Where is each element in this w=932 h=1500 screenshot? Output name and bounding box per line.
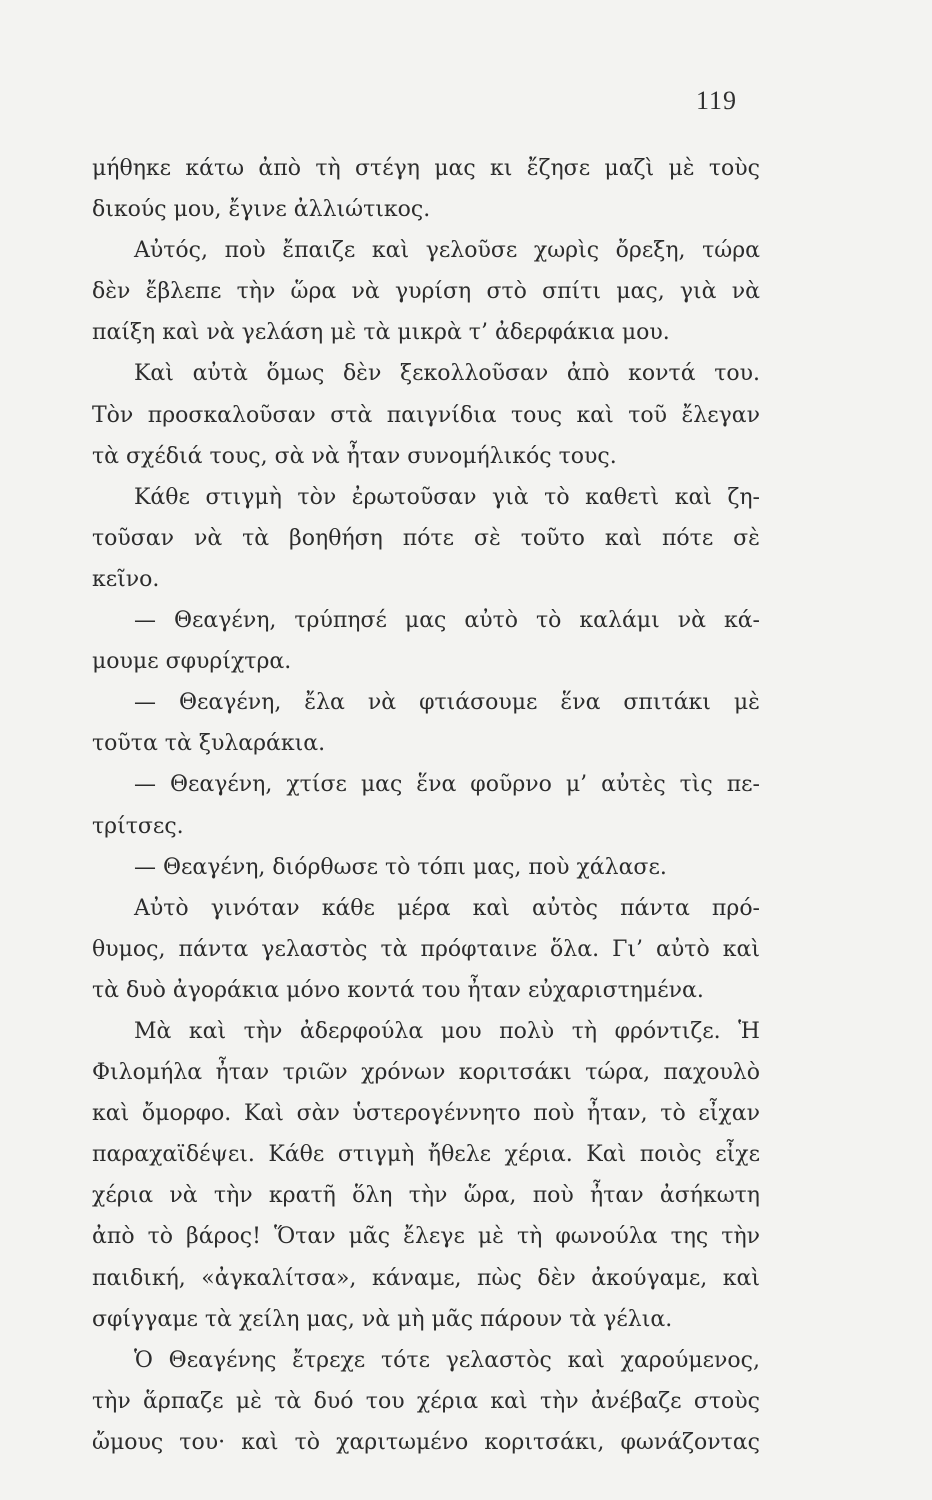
page-number: 119	[696, 86, 738, 115]
text-line: τὴν ἅρπαζε μὲ τὰ δυό του χέρια καὶ τὴν ἀνέβαζε στοὺς	[92, 1388, 760, 1414]
text-line: παίξη καὶ νὰ γελάση μὲ τὰ μικρὰ τ’ ἀδερφάκια μου.	[92, 320, 670, 346]
text-line: Φιλομήλα ἦταν τριῶν χρόνων κοριτσάκι τώρα, παχουλὸ	[92, 1060, 760, 1086]
text-line: Τὸν προσκαλοῦσαν στὰ παιγνίδια τους καὶ τοῦ ἔλεγαν	[92, 402, 760, 428]
text-line: δὲν ἔβλεπε τὴν ὥρα νὰ γυρίση στὸ σπίτι μας, γιὰ νὰ	[92, 279, 760, 305]
text-line: παιδική, «ἀγκαλίτσα», κάναμε, πὼς δὲν ἀκούγαμε, καὶ	[92, 1265, 760, 1291]
text-line: Μὰ καὶ τὴν ἀδερφούλα μου πολὺ τὴ φρόντιζε. Ἡ	[134, 1018, 760, 1044]
text-line: τὰ δυὸ ἀγοράκια μόνο κοντά του ἦταν εὐχαριστημένα.	[92, 977, 704, 1003]
text-line: τοῦσαν νὰ τὰ βοηθήση πότε σὲ τοῦτο καὶ πότε σὲ	[92, 525, 760, 551]
text-line: τοῦτα τὰ ξυλαράκια.	[92, 731, 326, 757]
text-line: παραχαϊδέψει. Κάθε στιγμὴ ἤθελε χέρια. Καὶ ποιὸς εἶχε	[92, 1142, 760, 1168]
text-line: — Θεαγένη, τρύπησέ μας αὐτὸ τὸ καλάμι νὰ κά-	[134, 608, 760, 634]
text-line: ἀπὸ τὸ βάρος! Ὅταν μᾶς ἔλεγε μὲ τὴ φωνούλα της τὴν	[92, 1224, 760, 1250]
text-line: — Θεαγένη, ἔλα νὰ φτιάσουμε ἕνα σπιτάκι μὲ	[134, 690, 760, 716]
text-line: καὶ ὄμορφο. Καὶ σὰν ὑστερογέννητο ποὺ ἦταν, τὸ εἶχαν	[92, 1101, 760, 1127]
text-line: δικούς μου, ἔγινε ἀλλιώτικος.	[92, 197, 431, 223]
text-line: Κάθε στιγμὴ τὸν ἐρωτοῦσαν γιὰ τὸ καθετὶ καὶ ζη-	[134, 484, 760, 510]
text-line: μήθηκε κάτω ἀπὸ τὴ στέγη μας κι ἔζησε μαζὶ μὲ τοὺς	[92, 156, 760, 181]
text-line: θυμος, πάντα γελαστὸς τὰ πρόφταινε ὅλα. Γι’ αὐτὸ καὶ	[92, 936, 760, 962]
text-line: Καὶ αὐτὰ ὅμως δὲν ξεκολλοῦσαν ἀπὸ κοντά του.	[134, 361, 760, 387]
text-line: χέρια νὰ τὴν κρατῆ ὅλη τὴν ὥρα, ποὺ ἦταν ἀσήκωτη	[92, 1183, 760, 1209]
text-line: Αὐτός, ποὺ ἔπαιζε καὶ γελοῦσε χωρὶς ὄρεξη, τώρα	[134, 238, 760, 264]
text-line: σφίγγαμε τὰ χείλη μας, νὰ μὴ μᾶς πάρουν τὰ γέλια.	[92, 1306, 673, 1332]
text-line: — Θεαγένη, διόρθωσε τὸ τόπι μας, ποὺ χάλασε.	[134, 854, 667, 880]
text-line: τρίτσες.	[92, 813, 184, 839]
text-line: κεῖνο.	[92, 566, 160, 592]
text-line: — Θεαγένη, χτίσε μας ἕνα φοῦρνο μ’ αὐτὲς τὶς πε-	[134, 772, 760, 798]
text-line: Ὁ Θεαγένης ἔτρεχε τότε γελαστὸς καὶ χαρούμενος,	[134, 1347, 760, 1373]
text-line: μουμε σφυρίχτρα.	[92, 649, 292, 675]
body-text	[92, 148, 760, 1463]
text-line: Αὐτὸ γινόταν κάθε μέρα καὶ αὐτὸς πάντα πρό-	[134, 895, 760, 921]
text-line: τὰ σχέδιά τους, σὰ νὰ ἦταν συνομήλικός τους.	[92, 443, 617, 469]
text-line: ὤμους του· καὶ τὸ χαριτωμένο κοριτσάκι, φωνάζοντας	[92, 1429, 760, 1455]
